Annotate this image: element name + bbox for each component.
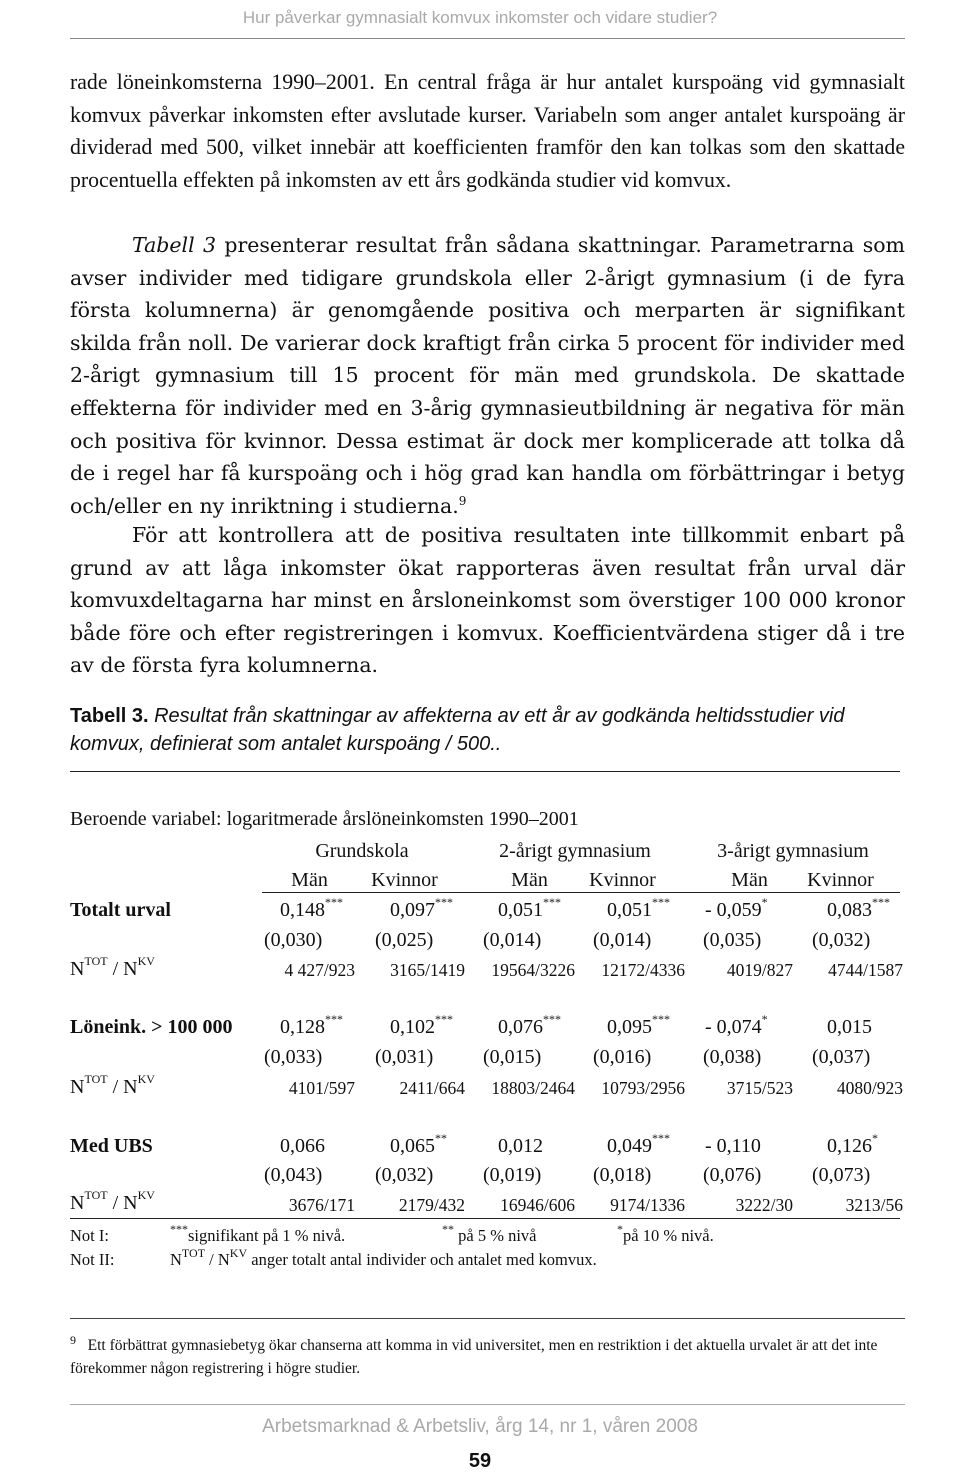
n-cell: 3676/171: [288, 1195, 355, 1215]
n-cell: 9174/1336: [610, 1195, 685, 1215]
se-cell: (0,032): [375, 1164, 434, 1186]
se-cell: (0,073): [812, 1164, 871, 1186]
subhead-kvinnor-1: Kvinnor: [371, 869, 438, 891]
coef-cell: 0,102***: [390, 1012, 453, 1038]
se-cell: (0,019): [483, 1164, 542, 1186]
se-cell: (0,014): [483, 929, 542, 951]
table-reference: Tabell 3: [132, 233, 217, 257]
note-1-text: ***signifikant på 1 % nivå.: [170, 1222, 346, 1245]
page-number: 59: [468, 1450, 492, 1472]
n-label: $N^{TOT} / N^{KV}$: [70, 1072, 155, 1098]
coef-cell: - 0,110: [705, 1135, 761, 1157]
coef-cell: 0,076***: [498, 1012, 561, 1038]
coef-cell: - 0,074*: [705, 1012, 768, 1038]
se-cell: (0,014): [593, 929, 652, 951]
note-1-text-3: *på 10 % nivå.: [617, 1222, 714, 1245]
paragraph-1: [70, 66, 905, 196]
n-label: $N^{TOT} / N^{KV}$: [70, 954, 155, 980]
paragraph-3: [70, 519, 905, 682]
subhead-man-1: Män: [291, 869, 328, 891]
se-cell: (0,018): [593, 1164, 652, 1186]
footnote-rule: [70, 1318, 905, 1319]
subhead-man-2: Män: [511, 869, 548, 891]
se-cell: (0,030): [264, 929, 323, 951]
se-cell: (0,015): [483, 1046, 542, 1068]
se-cell: (0,076): [703, 1164, 762, 1186]
block-label-loneink: Löneink. > 100 000: [70, 1016, 233, 1038]
paragraph-1-text: rade löneinkomsterna 1990–2001. En central fråga är hur antalet kurspoäng vid gymnasialt komvux påverkar inkomsten efter avslutade kurser. Variabeln som anger antalet kurspoäng är dividerad med 500, vilket innebär att koefficienten framför den kan tolkas som den skattade procentuella effekten på inkomsten av ett års godkända studier vid komvux.: [70, 70, 905, 192]
n-cell: 3213/56: [845, 1195, 903, 1215]
note-2-label: Not II:: [70, 1250, 115, 1269]
n-cell: 10793/2956: [601, 1078, 685, 1098]
footnote: [70, 1334, 905, 1380]
group-header-grundskola: Grundskola: [315, 840, 409, 862]
footnote-number: 9: [70, 1332, 76, 1347]
coef-cell: 0,051***: [607, 895, 670, 921]
se-cell: (0,016): [593, 1046, 652, 1068]
note-2-text: $N^{TOT} / N^{KV}$ anger totalt antal individer och antalet med komvux.: [170, 1246, 597, 1269]
paragraph-2: [70, 229, 905, 522]
coef-cell: 0,012: [498, 1135, 543, 1157]
block-label-ubs: Med UBS: [70, 1135, 153, 1157]
footnote-ref: 9: [458, 493, 467, 508]
table-caption-label: Tabell 3.: [70, 705, 149, 727]
n-cell: 16946/606: [500, 1195, 575, 1215]
paragraph-2-body: presenterar resultat från sådana skattningar. Parametrarna som avser individer med tidigare grundskola eller 2-årigt gymnasium (i de fyra första kolumnerna) är genomgående positiva och merparten är signifikant skilda från noll. De varierar dock kraftigt från cirka 5 procent för individer med 2-årigt gymnasium till 15 procent för män med grundskola. De skattade effekterna för individer med en 3-årig gymnasieutbildning är negativa för män och positiva för kvinnor. Dessa estimat är dock mer komplicerade att tolka då de i regel har få kurspoäng och i hög grad kan handla om förbättringar i betyg och/eller en ny inriktning i studierna.: [70, 233, 905, 518]
se-cell: (0,032): [812, 929, 871, 951]
paragraph-2-text: [70, 229, 905, 522]
se-cell: (0,043): [264, 1164, 323, 1186]
note-1-text-2: ** på 5 % nivå: [442, 1222, 537, 1245]
block-label-totalt: Totalt urval: [70, 899, 171, 921]
se-cell: (0,037): [812, 1046, 871, 1068]
coef-cell: 0,015: [827, 1016, 872, 1038]
dependent-variable: Beroende variabel: logaritmerade årslöneinkomsten 1990–2001: [70, 808, 579, 830]
footer-rule: [70, 1404, 905, 1405]
coef-cell: 0,065**: [390, 1131, 447, 1157]
se-cell: (0,033): [264, 1046, 323, 1068]
coef-cell: 0,097***: [390, 895, 453, 921]
n-cell: 4744/1587: [828, 960, 903, 980]
n-label: $N^{TOT} / N^{KV}$: [70, 1188, 155, 1214]
table-top-rule: [70, 771, 900, 772]
coef-cell: 0,128***: [280, 1012, 343, 1038]
footnote-text: Ett förbättrat gymnasiebetyg ökar chanserna att komma in vid universitet, men en restriktion i det aktuella urvalet är att det inte förekommer någon registrering i högre studier.: [70, 1337, 878, 1377]
se-cell: (0,038): [703, 1046, 762, 1068]
subhead-rule: [262, 892, 900, 893]
n-cell: 4101/597: [288, 1078, 355, 1098]
coef-cell: 0,148***: [280, 895, 343, 921]
running-header: Hur påverkar gymnasialt komvux inkomster och vidare studier?: [242, 8, 718, 27]
n-cell: 12172/4336: [601, 960, 685, 980]
n-cell: 3222/30: [735, 1195, 793, 1215]
n-cell: 19564/3226: [491, 960, 575, 980]
group-header-2arigt: 2-årigt gymnasium: [499, 840, 651, 862]
header-rule: [70, 38, 905, 39]
n-cell: 2179/432: [398, 1195, 465, 1215]
n-cell: 4019/827: [726, 960, 793, 980]
coef-cell: 0,126*: [827, 1131, 878, 1157]
n-cell: 2411/664: [399, 1078, 465, 1098]
coef-cell: 0,049***: [607, 1131, 670, 1157]
subhead-kvinnor-2: Kvinnor: [589, 869, 656, 891]
subhead-kvinnor-3: Kvinnor: [807, 869, 874, 891]
journal-footer: Arbetsmarknad & Arbetsliv, årg 14, nr 1, våren 2008: [262, 1416, 698, 1437]
subhead-man-3: Män: [731, 869, 768, 891]
table-bottom-rule: [70, 1218, 900, 1219]
n-cell: 4080/923: [836, 1078, 903, 1098]
se-cell: (0,035): [703, 929, 762, 951]
paragraph-3-text: För att kontrollera att de positiva resultaten inte tillkommit enbart på grund av att låga inkomster ökat rapporteras även resultat från urval där komvuxdeltagarna har minst en årsloneinkomst som överstiger 100 000 kronor både före och efter registreringen i komvux. Koefficientvärdena stiger då i tre av de första fyra kolumnerna.: [70, 523, 905, 678]
note-1-label: Not I:: [70, 1226, 109, 1245]
coef-cell: 0,095***: [607, 1012, 670, 1038]
group-header-3arigt: 3-årigt gymnasium: [717, 840, 869, 862]
table-caption-text: Resultat från skattningar av affekterna av ett år av godkända heltidsstudier vid komvux, definierat som antalet kurspoäng / 500..: [70, 705, 845, 755]
coef-cell: 0,051***: [498, 895, 561, 921]
n-cell: 3165/1419: [390, 960, 465, 980]
se-cell: (0,025): [375, 929, 434, 951]
n-cell: 3715/523: [726, 1078, 793, 1098]
coef-cell: 0,083***: [827, 895, 890, 921]
coef-cell: - 0,059*: [705, 895, 768, 921]
coef-cell: 0,066: [280, 1135, 325, 1157]
se-cell: (0,031): [375, 1046, 434, 1068]
n-cell: 18803/2464: [491, 1078, 575, 1098]
n-cell: 4 427/923: [284, 960, 355, 980]
table-caption: [70, 702, 905, 758]
